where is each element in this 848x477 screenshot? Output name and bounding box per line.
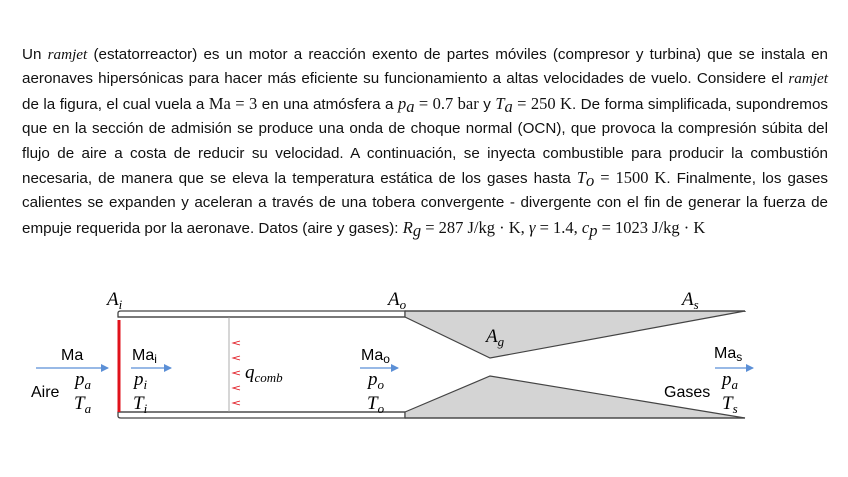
- section-o-temperature: $T_o$: [367, 393, 385, 416]
- nozzle-upper: [405, 311, 745, 358]
- pressure-value: = 0.7 bar: [414, 93, 479, 113]
- inlet-temperature: $T_a$: [74, 393, 92, 416]
- label-area-exit: $A_s$: [682, 289, 699, 312]
- cp-value: = 1023 J/kg · K: [597, 217, 706, 237]
- exit-fluid-label: Gases: [664, 384, 711, 401]
- exit-temperature: $T_s$: [722, 393, 738, 416]
- combustion-heat-label: $q_{comb}$: [245, 362, 283, 385]
- label-area-inlet: $A_i$: [107, 289, 123, 312]
- section-i-pressure: $p_i$: [134, 369, 148, 392]
- gamma-value: = 1.4,: [535, 217, 582, 237]
- mach-value: Ma = 3: [208, 93, 258, 113]
- inlet-mach: Ma: [61, 347, 84, 364]
- gas-constant-value: = 287 J/kg · K,: [421, 217, 529, 237]
- problem-statement: Un ramjet (estatorreactor) es un motor a reacción exento de partes móviles (compresor y turbina) que se instala en aeronaves hipersónicas para hacer más eficiente su funcionamiento a altas velocidades de vuelo. Considere el ramjet de la figura, el cual vuela a Ma = 3 en una atmósfera a $p_a = 0.7$ bar y $T_a = 250$ K. De forma simplificada, supondremos que en la sección de admisión se produce una onda de choque normal (OCN), que provoca la compresión súbita del flujo de aire a costa de reducir su velocidad. A continuación, se inyecta combustible para producir la combustión necesaria, de manera que se eleva la temperatura estática de los gases hasta $T_o = 1500$ K. Finalmente, los gases calientes se expanden y aceleran a través de una tobera convergente - divergente con el fin de generar la fuerza de empuje requerida por la aeronave. Datos (aire y gases): $R_g = 287$ J/kg · K, γ = 1.4, $c_p = 1023$ J/kg · K: [22, 46, 828, 240]
- duct-upper-wall: [118, 311, 405, 317]
- label-area-combustor: $A_o$: [388, 289, 407, 312]
- label-area-throat: $A_g$: [486, 326, 505, 349]
- section-o-mach: Mao: [361, 347, 390, 366]
- exit-mach: Mas: [714, 345, 743, 364]
- section-i-mach: Mai: [132, 347, 157, 366]
- inlet-fluid-label: Aire: [31, 384, 60, 401]
- ramjet-term: ramjet: [788, 70, 828, 88]
- ramjet-term: ramjet: [47, 46, 88, 63]
- section-i-temperature: $T_i$: [133, 393, 148, 416]
- exit-pressure: $p_a$: [722, 369, 738, 392]
- fuel-injector-arrows: [233, 341, 240, 405]
- section-o-pressure: $p_o$: [368, 369, 384, 392]
- temperature-value: = 250 K: [512, 93, 572, 113]
- combustion-temperature-value: = 1500 K: [594, 168, 667, 188]
- inlet-pressure: $p_a$: [75, 369, 91, 392]
- duct-lower-wall: [118, 412, 405, 418]
